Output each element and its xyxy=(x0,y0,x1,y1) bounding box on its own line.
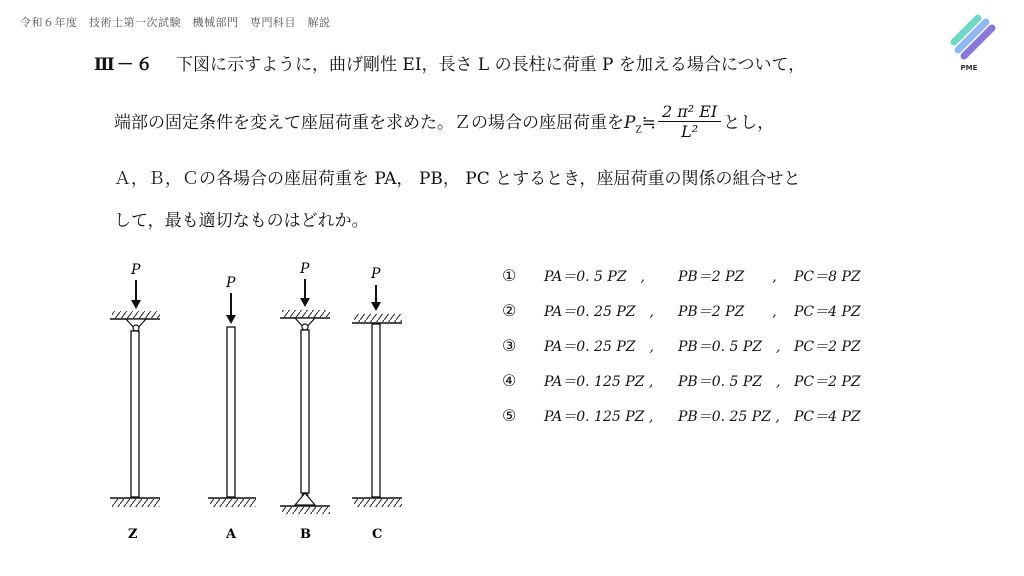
option-pb: PB＝2 PZ , xyxy=(678,269,777,285)
option-pc: PC＝8 PZ xyxy=(794,269,861,285)
question-line-2-post: とし， xyxy=(723,113,775,133)
option-pa: PA＝0. 125 PZ , xyxy=(544,374,654,390)
logo-text: PME xyxy=(960,64,978,72)
option-pc: PC＝2 PZ xyxy=(794,339,861,355)
page-header: 令和６年度 技術士第一次試験 機械部門 専門科目 解説 xyxy=(20,16,331,29)
column-label-c: C xyxy=(372,527,383,542)
column-label-b: B xyxy=(300,527,311,542)
option-pc: PC＝4 PZ xyxy=(794,409,861,425)
option-pb: PB＝0. 25 PZ , xyxy=(678,409,780,425)
column-b xyxy=(280,261,330,542)
load-arrow-a xyxy=(226,315,236,324)
option-pa: PA＝0. 25 PZ , xyxy=(544,304,654,320)
option-pc: PC＝4 PZ xyxy=(794,304,861,320)
approx-sign: ≒ xyxy=(641,113,656,133)
pz-symbol: P xyxy=(624,113,636,133)
formula-denominator: L² xyxy=(681,122,699,141)
load-arrow-b xyxy=(300,298,310,307)
column-c xyxy=(352,266,402,542)
question-line-4: して，最も適切なものはどれか。 xyxy=(114,211,369,231)
option-pb: PB＝0. 5 PZ , xyxy=(678,374,781,390)
option-pb: PB＝2 PZ , xyxy=(678,304,777,320)
formula-numerator: 2 π² EI xyxy=(658,102,721,122)
option-number: ④ xyxy=(502,371,517,390)
option-number: ① xyxy=(502,266,517,285)
column-label-a: A xyxy=(226,527,237,542)
load-arrow-c xyxy=(371,302,381,311)
option-pc: PC＝2 PZ xyxy=(794,374,861,390)
column-a xyxy=(208,275,256,542)
question-line-3: Ａ，Ｂ，Ｃの各場合の座屈荷重を PA， PB， PC とするとき，座屈荷重の関係の組合せと xyxy=(114,169,801,189)
column-z xyxy=(110,262,160,542)
question-line-2-pre: 端部の固定条件を変えて座屈荷重を求めた。Ｚの場合の座屈荷重を xyxy=(114,113,624,133)
load-label-z: P xyxy=(131,262,141,278)
pz-subscript: Z xyxy=(635,125,642,136)
load-label-c: P xyxy=(371,266,381,282)
column-label-z: Z xyxy=(128,527,138,542)
option-number: ⑤ xyxy=(502,406,517,425)
option-pb: PB＝0. 5 PZ , xyxy=(678,339,781,355)
load-label-b: P xyxy=(300,261,310,277)
question-line-1: 下図に示すように，曲げ剛性 EI，長さ L の長柱に荷重 P を加える場合について， xyxy=(176,55,806,75)
load-label-a: P xyxy=(226,275,236,291)
option-number: ③ xyxy=(502,336,517,355)
option-number: ② xyxy=(502,301,517,320)
option-pa: PA＝0. 125 PZ , xyxy=(544,409,654,425)
option-pa: PA＝0. 25 PZ , xyxy=(544,339,654,355)
load-arrow-z xyxy=(131,300,141,309)
option-pa: PA＝0. 5 PZ , xyxy=(544,269,646,285)
question-number: Ⅲ－６ xyxy=(94,55,155,75)
